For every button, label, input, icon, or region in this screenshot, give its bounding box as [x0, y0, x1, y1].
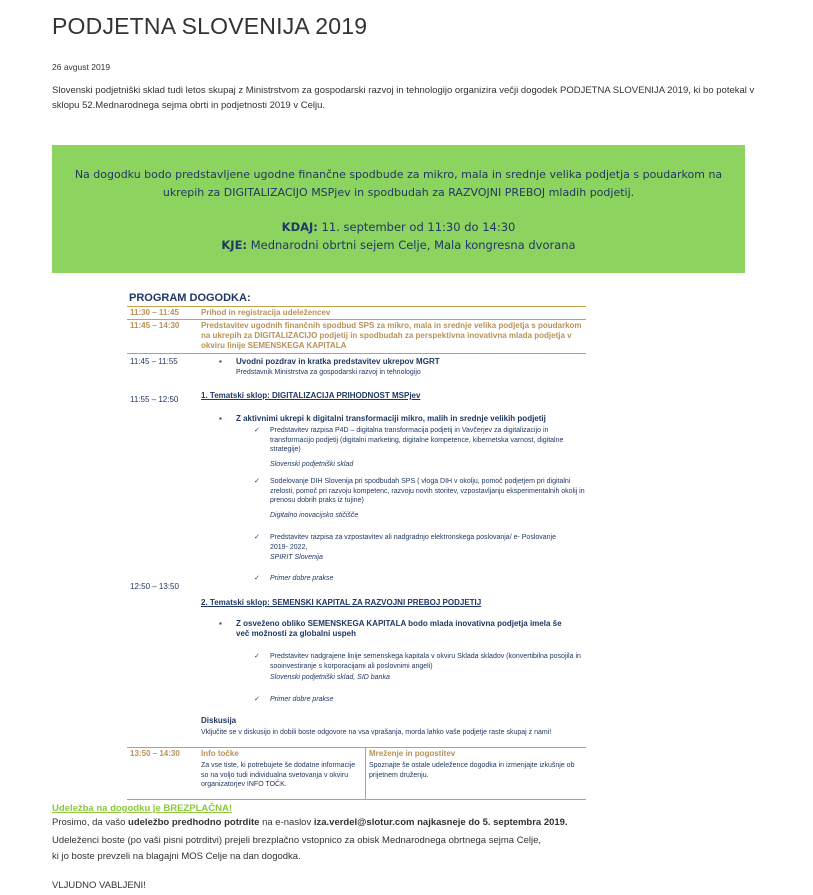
info-text: Za vse tiste, ki potrebujete še dodatne informacije so na voljo tudi individualna svetovanja v okviru organizatorjev INFO TOČK. — [201, 762, 356, 788]
presenter: Slovenski podjetniški sklad — [270, 461, 354, 468]
column-divider — [365, 747, 366, 799]
networking-text: Spoznajte še ostale udeležence dogodka in izmenjajte izkušnje ob prijetnem druženju. — [369, 762, 575, 779]
banner-where — [52, 236, 745, 254]
banner-description: Na dogodku bodo predstavljene ugodne finančne spodbude za mikro, mala in srednje velika podjetja s poudarkom na ukrepih za DIGITALIZACIJO MSPjev in spodbudah za RAZVOJNI PREBOJ mladih podjetij. — [74, 168, 723, 199]
presenter: Digitalno inovacijsko stičišče — [270, 512, 359, 519]
schedule-item: Predstavitev ugodnih finančnih spodbud SPS za mikro, mala in srednje velika podjetja s poudarkom na ukrepih za DIGITALIZACIJO podjetij in spodbudah za perspektivna inovativna mlada podjetja v okviru linije SEMENSKEGA KAPITALA — [201, 321, 582, 350]
banner-when — [52, 218, 745, 236]
confirm-text-c: na e-naslov — [259, 817, 314, 828]
when-value: 11. september od 11:30 do 14:30 — [317, 220, 516, 234]
section-heading: 1. Tematski sklop: DIGITALIZACIJA PRIHODNOST MSPjev — [201, 391, 421, 400]
intro-paragraph: Slovenski podjetniški sklad tudi letos skupaj z Ministrstvom za gospodarski razvoj in tehnologijo organizira večji dogodek PODJETNA SLOVENIJA 2019, ki bo potekal v sklopu 52.Mednarodnega sejma obrti in podjetnosti 2019 v Celju. — [52, 85, 755, 111]
divider — [127, 799, 586, 800]
pickup-line: ki jo boste prevzeli na blagajni MOS Celje na dan dogodka. — [52, 851, 301, 862]
email-link[interactable]: iza.verdel@slotur.com — [313, 817, 415, 828]
divider — [127, 319, 586, 320]
time-slot: 13:50 – 14:30 — [130, 749, 180, 758]
time-slot: 11:45 – 14:30 — [130, 321, 180, 330]
check-icon: ✓ — [254, 534, 260, 541]
schedule-item: Prihod in registracija udeležencev — [201, 308, 331, 317]
schedule-item: Predstavitev razpisa za vzpostavitev ali nadgradnjo elektronskega poslovanja/ e- Poslovanje 2019- 2022, — [270, 534, 556, 551]
presenter: SPIRIT Slovenija — [270, 554, 323, 561]
check-icon: ✓ — [254, 478, 260, 485]
schedule-item: Primer dobre prakse — [270, 575, 334, 582]
confirm-text-a: Prosimo, da vašo — [52, 817, 129, 828]
divider — [127, 306, 586, 307]
schedule-subtitle: Predstavnik Ministrstva za gospodarski razvoj in tehnologijo — [236, 369, 421, 376]
free-attendance-link[interactable]: Udeležba na dogodku je BREZPLAČNA! — [52, 803, 232, 814]
discussion-text: Vključite se v diskusijo in dobili boste odgovore na vsa vprašanja, morda lahko vaše podjetje raste skupaj z nami! — [201, 729, 552, 736]
where-label: KJE: — [221, 238, 248, 252]
discussion-title: Diskusija — [201, 716, 237, 725]
check-icon: ✓ — [254, 653, 260, 660]
schedule-item: Predstavitev razpisa P4D – digitalna transformacija podjetij in Vavčerjev za digitalizacijo in transformacijo podjetij (digitalni marketing, digitalne kompetence, kibernetska varnost, digitalne strategije) — [270, 427, 564, 453]
time-slot: 12:50 – 13:50 — [130, 582, 179, 591]
time-slot: 11:45 – 11:55 — [130, 357, 178, 366]
banner-details — [52, 218, 745, 254]
page-title: PODJETNA SLOVENIJA 2019 — [52, 13, 368, 39]
presenter: Slovenski podjetniški sklad, SID banka — [270, 674, 390, 681]
check-icon: ✓ — [254, 696, 260, 703]
when-label: KDAJ: — [281, 220, 318, 234]
event-banner — [52, 145, 745, 273]
post-date: 26 avgust 2019 — [52, 62, 111, 72]
schedule-item: Predstavitev nadgrajene linije semenskega kapitala v okviru Sklada skladov (konvertibilna posojila in sooinvestiranje s korporacijami ali poslovnimi angeli) — [270, 653, 581, 670]
schedule-item: Uvodni pozdrav in kratka predstavitev ukrepov MGRT — [236, 357, 440, 366]
confirm-line — [52, 815, 568, 831]
check-icon: ✓ — [254, 575, 260, 582]
bullet-icon: ▪ — [219, 414, 222, 423]
networking-title: Mreženje in pogostitev — [369, 749, 456, 758]
divider — [127, 747, 586, 748]
schedule-item: Primer dobre prakse — [270, 696, 334, 703]
time-slot: 11:55 – 12:50 — [130, 395, 179, 404]
info-title: Info točke — [201, 749, 239, 758]
section-heading: 2. Tematski sklop: SEMENSKI KAPITAL ZA RAZVOJNI PREBOJ PODJETIJ — [201, 598, 482, 607]
schedule-item: Z osveženo obliko SEMENSKEGA KAPITALA bodo mlada inovativna podjetja imela še več možnosti za globalni uspeh — [236, 619, 562, 638]
schedule-item: Sodelovanje DIH Slovenija pri spodbudah SPS ( vloga DIH v okolju, pomoč podjetjem pri digitalni zrelosti, pomoč pri razvoju kompetenc, razvoju novih storitev, vzpostavljanju eksperimentalnih okolij in prenosu dobrih praks iz tujine) — [270, 478, 585, 504]
program-title: PROGRAM DOGODKA: — [129, 292, 251, 304]
check-icon: ✓ — [254, 427, 260, 434]
confirm-deadline: najkasneje do 5. septembra 2019. — [414, 817, 568, 828]
divider — [127, 353, 586, 354]
closing-line: VLJUDNO VABLJENI! — [52, 880, 146, 891]
where-value: Mednarodni obrtni sejem Celje, Mala kongresna dvorana — [247, 238, 576, 252]
ticket-line: Udeleženci boste (po vaši pisni potrditvi) prejeli brezplačno vstopnico za obisk Mednarodnega obrtnega sejma Celje, — [52, 835, 541, 846]
bullet-icon: ▪ — [219, 619, 222, 628]
time-slot: 11:30 – 11:45 — [130, 308, 179, 317]
schedule-item: Z aktivnimi ukrepi k digitalni transformaciji mikro, malih in srednje velikih podjetij — [236, 414, 546, 423]
confirm-text-b: udeležbo predhodno potrdite — [128, 817, 260, 828]
bullet-icon: ▪ — [219, 357, 222, 366]
